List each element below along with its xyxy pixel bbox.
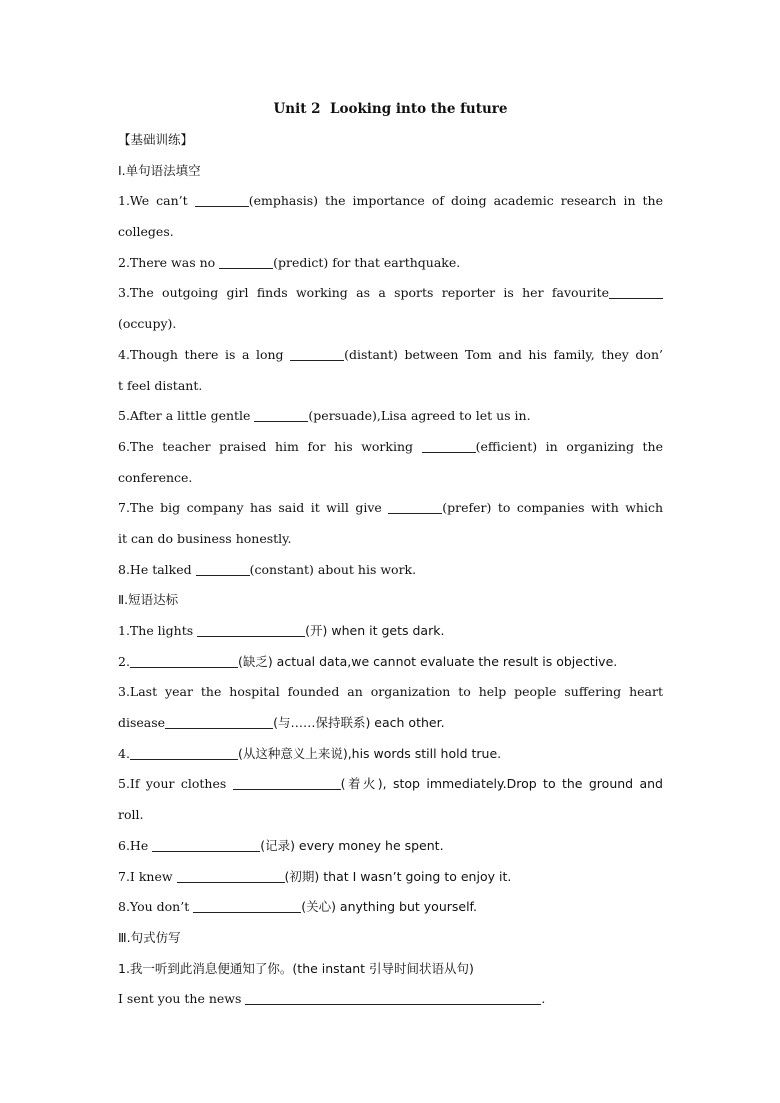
exercise-1-4-cont: t feel distant. <box>118 377 203 393</box>
prompt-text: 6.He <box>118 837 153 853</box>
answer-blank[interactable] <box>152 837 260 852</box>
answer-blank[interactable] <box>196 561 250 576</box>
exercise-2-8 <box>118 892 663 923</box>
prompt-text: (distant) between Tom and his family, they don’ <box>344 346 663 362</box>
prompt-text: (persuade),Lisa agreed to let us in. <box>308 408 531 424</box>
prompt-text: 5.After a little gentle <box>118 408 255 424</box>
prompt-text: (predict) for that earthquake. <box>273 254 461 270</box>
prompt-text: 6.The teacher praised him for his working <box>118 438 422 454</box>
prompt-text: 4. <box>118 745 130 761</box>
exercise-2-1 <box>118 616 663 647</box>
prompt-text: 7.The big company has said it will give <box>118 500 389 516</box>
prompt-text: (与……保持联系) each other. <box>273 715 445 731</box>
answer-blank[interactable] <box>193 898 301 913</box>
page-title: Unit 2 Looking into the future <box>273 101 508 117</box>
prompt-text: 5.If your clothes <box>118 776 233 792</box>
part3-heading: Ⅲ.句式仿写 <box>118 929 181 945</box>
exercise-1-4 <box>118 340 663 371</box>
prompt-text: (着火), stop immediately.Drop to the ground and <box>340 776 663 792</box>
answer-blank[interactable] <box>422 438 476 453</box>
prompt-text: (efficient) in organizing the <box>475 438 663 454</box>
exercise-2-2 <box>118 647 663 678</box>
exercise-1-7-cont: it can do business honestly. <box>118 530 292 546</box>
prompt-text: (缺乏) actual data,we cannot evaluate the result is objective. <box>237 653 618 669</box>
prompt-text: 7.I knew <box>118 868 177 884</box>
prompt-text: (从这种意义上来说),his words still hold true. <box>237 745 502 761</box>
answer-blank[interactable] <box>388 499 442 514</box>
prompt-text: 4.Though there is a long <box>118 346 291 362</box>
exercise-1-6-cont: conference. <box>118 469 193 485</box>
answer-blank[interactable] <box>290 346 344 361</box>
answer-blank[interactable] <box>233 775 341 790</box>
prompt-text: 2. <box>118 653 130 669</box>
exercise-1-2 <box>118 248 663 279</box>
prompt-text: (记录) every money he spent. <box>260 837 444 853</box>
exercise-2-4 <box>118 739 663 770</box>
part1-heading: Ⅰ.单句语法填空 <box>118 162 201 178</box>
exercise-2-5 <box>118 769 663 800</box>
exercise-1-8 <box>118 555 663 586</box>
answer-blank[interactable] <box>177 868 285 883</box>
answer-blank[interactable] <box>254 407 308 422</box>
prompt-text: 1.The lights <box>118 623 198 638</box>
prompt-text: 2.There was no <box>118 254 220 270</box>
prompt-text: disease <box>118 715 166 731</box>
exercise-2-3-cont <box>118 708 663 739</box>
prompt-text: . <box>541 991 546 1007</box>
answer-blank[interactable] <box>130 653 238 668</box>
answer-blank[interactable] <box>130 745 238 760</box>
exercise-1-3 <box>118 278 663 309</box>
exercise-2-5-cont: roll. <box>118 807 144 823</box>
answer-blank[interactable] <box>609 284 663 299</box>
answer-blank[interactable] <box>165 714 273 729</box>
exercise-3-1-prompt: 1.我一听到此消息便通知了你。(the instant 引导时间状语从句) <box>118 960 474 976</box>
prompt-text: (关心) anything but yourself. <box>301 899 478 915</box>
exercise-1-1-cont: colleges. <box>118 224 174 240</box>
prompt-text: 8.He talked <box>118 561 196 577</box>
answer-blank[interactable] <box>245 990 541 1005</box>
prompt-text: 8.You don’t <box>118 899 194 915</box>
prompt-text: (constant) about his work. <box>249 561 417 577</box>
section-label: 【基础训练】 <box>118 132 194 147</box>
exercise-1-5 <box>118 401 663 432</box>
exercise-2-7 <box>118 862 663 893</box>
prompt-text: I sent you the news <box>118 991 246 1007</box>
answer-blank[interactable] <box>195 192 249 207</box>
answer-blank[interactable] <box>219 254 273 269</box>
prompt-text: (初期) that I wasn’t going to enjoy it. <box>284 868 512 884</box>
exercise-2-3 <box>118 677 663 708</box>
exercise-1-1 <box>118 186 663 217</box>
exercise-3-1-answer <box>118 984 663 1015</box>
prompt-text: 3.Last year the hospital founded an organization to help people suffering heart <box>118 684 663 700</box>
prompt-text: (emphasis) the importance of doing academic research in the <box>248 193 663 209</box>
answer-blank[interactable] <box>197 622 305 637</box>
prompt-text: (prefer) to companies with which <box>442 500 663 516</box>
exercise-1-6 <box>118 432 663 463</box>
part2-heading: Ⅱ.短语达标 <box>118 592 179 608</box>
prompt-text: (开) when it gets dark. <box>305 623 445 638</box>
worksheet-page <box>118 94 663 1015</box>
exercise-2-6 <box>118 831 663 862</box>
exercise-1-7 <box>118 493 663 524</box>
prompt-text: 1.We can’t <box>118 193 195 209</box>
prompt-text: 3.The outgoing girl finds working as a sports reporter is her favourite <box>118 285 609 301</box>
exercise-1-3-cont: (occupy). <box>118 316 177 332</box>
